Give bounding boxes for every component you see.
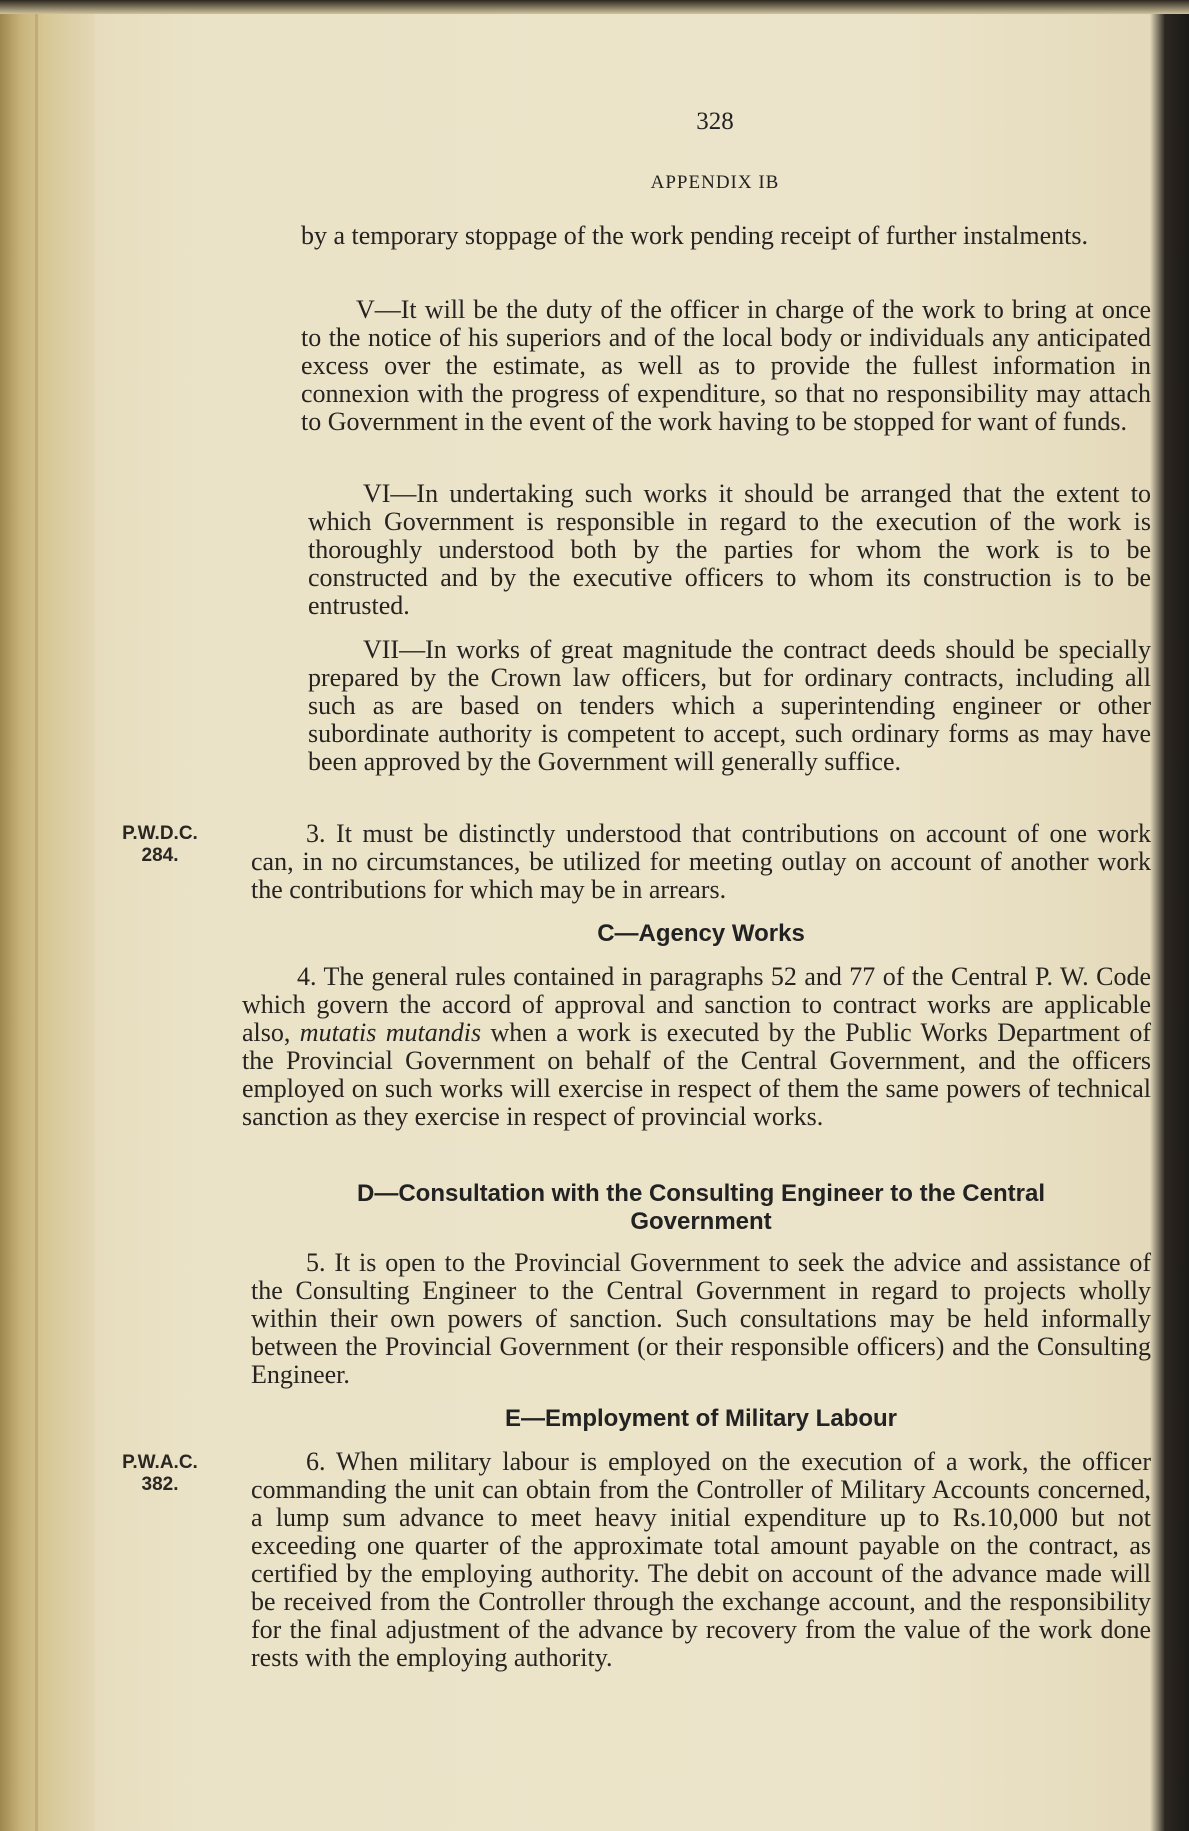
margin-note-pwac	[100, 1452, 220, 1496]
paragraph-text	[242, 963, 1151, 1131]
heading-line: D—Consultation with the Consulting Engineer to the Central	[357, 1180, 1045, 1207]
heading-line: Government	[630, 1208, 772, 1235]
paragraph-vii	[308, 636, 1151, 776]
paragraph-v	[301, 296, 1151, 436]
page-top-edge	[0, 0, 1189, 14]
paragraph-continuation	[301, 222, 1151, 250]
paragraph-text: 6. When military labour is employed on the execution of a work, the officer commanding the unit can obtain from the Controller of Military Accounts concerned, a lump sum advance to meet heavy initial expenditure up to Rs.10,000 but not exceeding one quarter of the approximate total amount payable on the contract, as certified by the employing authority. The debit on account of the advance made will be received from the Controller through the exchange account, and the responsibility for the final adjustment of the advance by recovery from the value of the work done rests with the employing authority.	[251, 1447, 1151, 1672]
spine-fold	[35, 14, 38, 1831]
paragraph-4-before: 4. The general rules contained in paragraphs 52 and 77 of the Central P. W. Code which govern the accord of approval and sanction to contract works are applicable also,	[242, 962, 1151, 1047]
paragraph-text: 3. It must be distinctly understood that contributions on account of one work can, in no circumstances, be utilized for meeting outlay on account of another work the contributions for which may be in arrears.	[251, 819, 1151, 904]
paragraph-4-italic: mutatis mutandis	[299, 1018, 482, 1047]
paragraph-text: VI—In undertaking such works it should be arranged that the extent to which Government is responsible in regard to the execution of the work is thoroughly understood both by the parties for whom the work is to be constructed and by the executive officers to whom its construction is to be entrusted.	[308, 479, 1151, 620]
page-number: 328	[696, 108, 734, 135]
paragraph-6	[251, 1448, 1151, 1672]
margin-note-code: P.W.D.C.	[122, 823, 198, 844]
margin-note-number: 382.	[141, 1474, 179, 1495]
appendix-heading: APPENDIX IB	[650, 172, 780, 193]
section-heading-agency: C—Agency Works	[597, 920, 805, 947]
section-heading-consultation	[251, 1180, 1151, 1236]
paragraph-4	[242, 963, 1151, 1131]
paragraph-text: VII—In works of great magnitude the contract deeds should be specially prepared by the Crown law officers, but for ordinary contracts, including all such as are based on tenders which a superintending engineer or other subordinate authority is competent to accept, such ordinary forms as may have been approved by the Government will generally suffice.	[308, 635, 1151, 776]
paragraph-4-after: when a work is executed by the Public Works Department of the Provincial Government on behalf of the Central Government, and the officers employed on such works will exercise in respect of them the same powers of technical sanction as they exercise in respect of provincial works.	[242, 1018, 1151, 1131]
paragraph-vi	[308, 480, 1151, 620]
paragraph-3	[251, 820, 1151, 904]
paragraph-text: by a temporary stoppage of the work pending receipt of further instalments.	[301, 221, 1088, 250]
margin-note-number: 284.	[141, 845, 179, 866]
paragraph-5	[251, 1249, 1151, 1389]
section-heading-military: E—Employment of Military Labour	[504, 1405, 898, 1432]
paragraph-text: V—It will be the duty of the officer in charge of the work to bring at once to the notice of his superiors and of the local body or individuals any anticipated excess over the estimate, as well as to provide the fullest information in connexion with the progress of expenditure, so that no responsibility may attach to Government in the event of the work having to be stopped for want of funds.	[301, 295, 1151, 436]
margin-note-code: P.W.A.C.	[122, 1452, 198, 1473]
margin-note-pwdc	[100, 823, 220, 867]
paragraph-text: 5. It is open to the Provincial Government to seek the advice and assistance of the Consulting Engineer to the Central Government in regard to projects wholly within their own powers of sanction. Such consultations may be held informally between the Provincial Government (or their responsible officers) and the Consulting Engineer.	[251, 1248, 1151, 1389]
book-spine	[0, 14, 95, 1831]
